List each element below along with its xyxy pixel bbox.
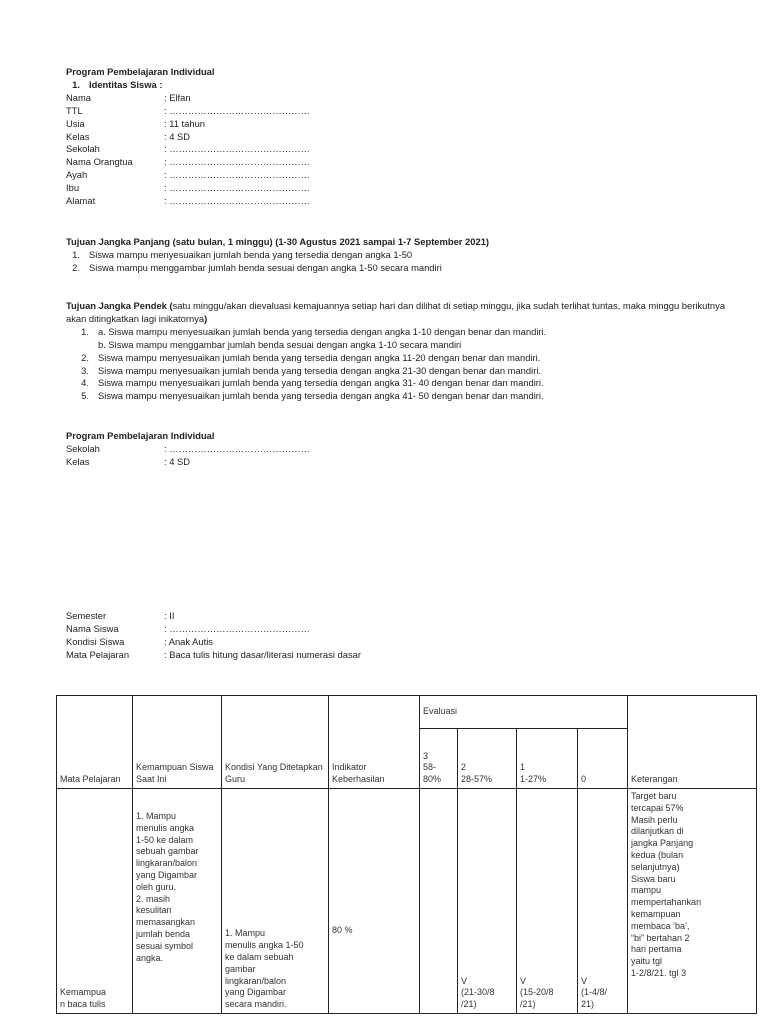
section-title: Program Pembelajaran Individual: [66, 430, 215, 441]
header-indikator: Indikator Keberhasilan: [329, 696, 420, 789]
list-item: 2. Siswa mampu menggambar jumlah benda sesuai dengan angka 1-50 secara mandiri: [72, 261, 442, 273]
cell-eval-2: V (21-30/8 /21): [458, 789, 517, 1014]
short-term-heading: Tujuan Jangka Pendek (satu minggu/akan dievaluasi kemajuannya setiap hari dan dilihat di setiap minggu, jika sudah terlihat tuntas, maka minggu berikutnya akan ditingkatkan lagi inikatornya): [66, 300, 726, 324]
identity-row-ayah: Ayah : ………………………………………: [66, 169, 310, 181]
student-section: [66, 610, 746, 662]
table-row: [57, 789, 757, 1014]
header-mata-pelajaran: Mata Pelajaran: [57, 696, 133, 789]
student-row-semester: Semester : II: [66, 610, 175, 621]
school-row-kelas: Kelas : 4 SD: [66, 455, 191, 467]
identity-row-ibu: Ibu : ………………………………………: [66, 182, 310, 194]
page-title: Program Pembelajaran Individual: [66, 66, 215, 77]
short-term-section: [66, 300, 746, 403]
header-eval-3: 3 58- 80%: [420, 729, 458, 789]
header-eval-1: 1 1-27%: [517, 729, 578, 789]
student-row-mapel: Mata Pelajaran : Baca tulis hitung dasar/literasi numerasi dasar: [66, 648, 361, 660]
identity-row-kelas: Kelas : 4 SD: [66, 130, 191, 142]
long-term-section: [66, 236, 746, 275]
cell-eval-1: V (15-20/8 /21): [517, 789, 578, 1014]
list-item: 2. Siswa mampu menyesuaikan jumlah benda yang tersedia dengan angka 11-20 dengan benar dan mandiri.: [81, 351, 541, 363]
list-item: 4. Siswa mampu menyesuaikan jumlah benda yang tersedia dengan angka 31- 40 dengan benar dan mandiri.: [81, 377, 544, 389]
identity-row-alamat: Alamat : ………………………………………: [66, 195, 310, 207]
cell-kondisi: 1. Mampu menulis angka 1-50 ke dalam sebuah gambar lingkaran/balon yang Digambar secara mandiri.: [222, 789, 329, 1014]
cell-eval-0: V (1-4/8/ 21): [578, 789, 628, 1014]
student-row-nama: Nama Siswa : ………………………………………: [66, 622, 310, 634]
identity-row-orangtua: Nama Orangtua : ………………………………………: [66, 156, 310, 168]
cell-mata: Kemampua n baca tulis: [57, 789, 133, 1014]
header-evaluasi: Evaluasi: [420, 696, 628, 729]
identity-row-nama: Nama : Elfan: [66, 91, 191, 103]
identity-row-ttl: TTL : ………………………………………: [66, 104, 310, 116]
cell-indikator: 80 %: [329, 789, 420, 1014]
identity-heading: 1. Identitas Siswa :: [72, 78, 163, 90]
list-item: b. Siswa mampu menggambar jumlah benda sesuai dengan angka 1-10 secara mandiri: [98, 338, 462, 350]
cell-keterangan: Target baru tercapai 57% Masih perlu dilanjutkan di jangka Panjang kedua (bulan selanjutnya) Siswa baru mampu mempertahankan kemampuan membaca ‘ba’, “bi” bertahan 2 hari pertama yaitu tgl 1-2/8/21. tgl 3: [628, 789, 757, 1014]
identity-row-usia: Usia : 11 tahun: [66, 117, 206, 129]
list-item: 1. a. Siswa mampu menyesuaikan jumlah benda yang tersedia dengan angka 1-10 dengan benar dan mandiri.: [81, 325, 547, 337]
long-term-heading: Tujuan Jangka Panjang (satu bulan, 1 minggu) (1-30 Agustus 2021 sampai 1-7 September 2021): [66, 236, 490, 247]
evaluation-table: [56, 695, 757, 1014]
identity-row-sekolah: Sekolah : ………………………………………: [66, 143, 310, 155]
header-kondisi: Kondisi Yang Ditetapkan Guru: [222, 696, 329, 789]
header-eval-2: 2 28-57%: [458, 729, 517, 789]
header-kemampuan: Kemampuan Siswa Saat Ini: [133, 696, 222, 789]
student-row-kondisi: Kondisi Siswa : Anak Autis: [66, 635, 213, 647]
school-row-sekolah: Sekolah : ………………………………………: [66, 442, 310, 454]
list-item: 3. Siswa mampu menyesuaikan jumlah benda yang tersedia dengan angka 21-30 dengan benar dan mandiri.: [81, 364, 542, 376]
cell-kemampuan: 1. Mampu menulis angka 1-50 ke dalam sebuah gambar lingkaran/balon yang Digambar oleh guru. 2. masih kesulitan memasangkan jumlah benda sesuai symbol angka.: [133, 789, 222, 1014]
cell-eval-3: [420, 789, 458, 1014]
identity-section: [66, 66, 746, 208]
list-item: 5. Siswa mampu menyesuaikan jumlah benda yang tersedia dengan angka 41- 50 dengan benar dan mandiri.: [81, 390, 544, 402]
list-item: 1. Siswa mampu menyesuaikan jumlah benda yang tersedia dengan angka 1-50: [72, 248, 413, 260]
header-eval-0: 0: [578, 729, 628, 789]
header-keterangan: Keterangan: [628, 696, 757, 789]
program-section: [66, 430, 746, 469]
